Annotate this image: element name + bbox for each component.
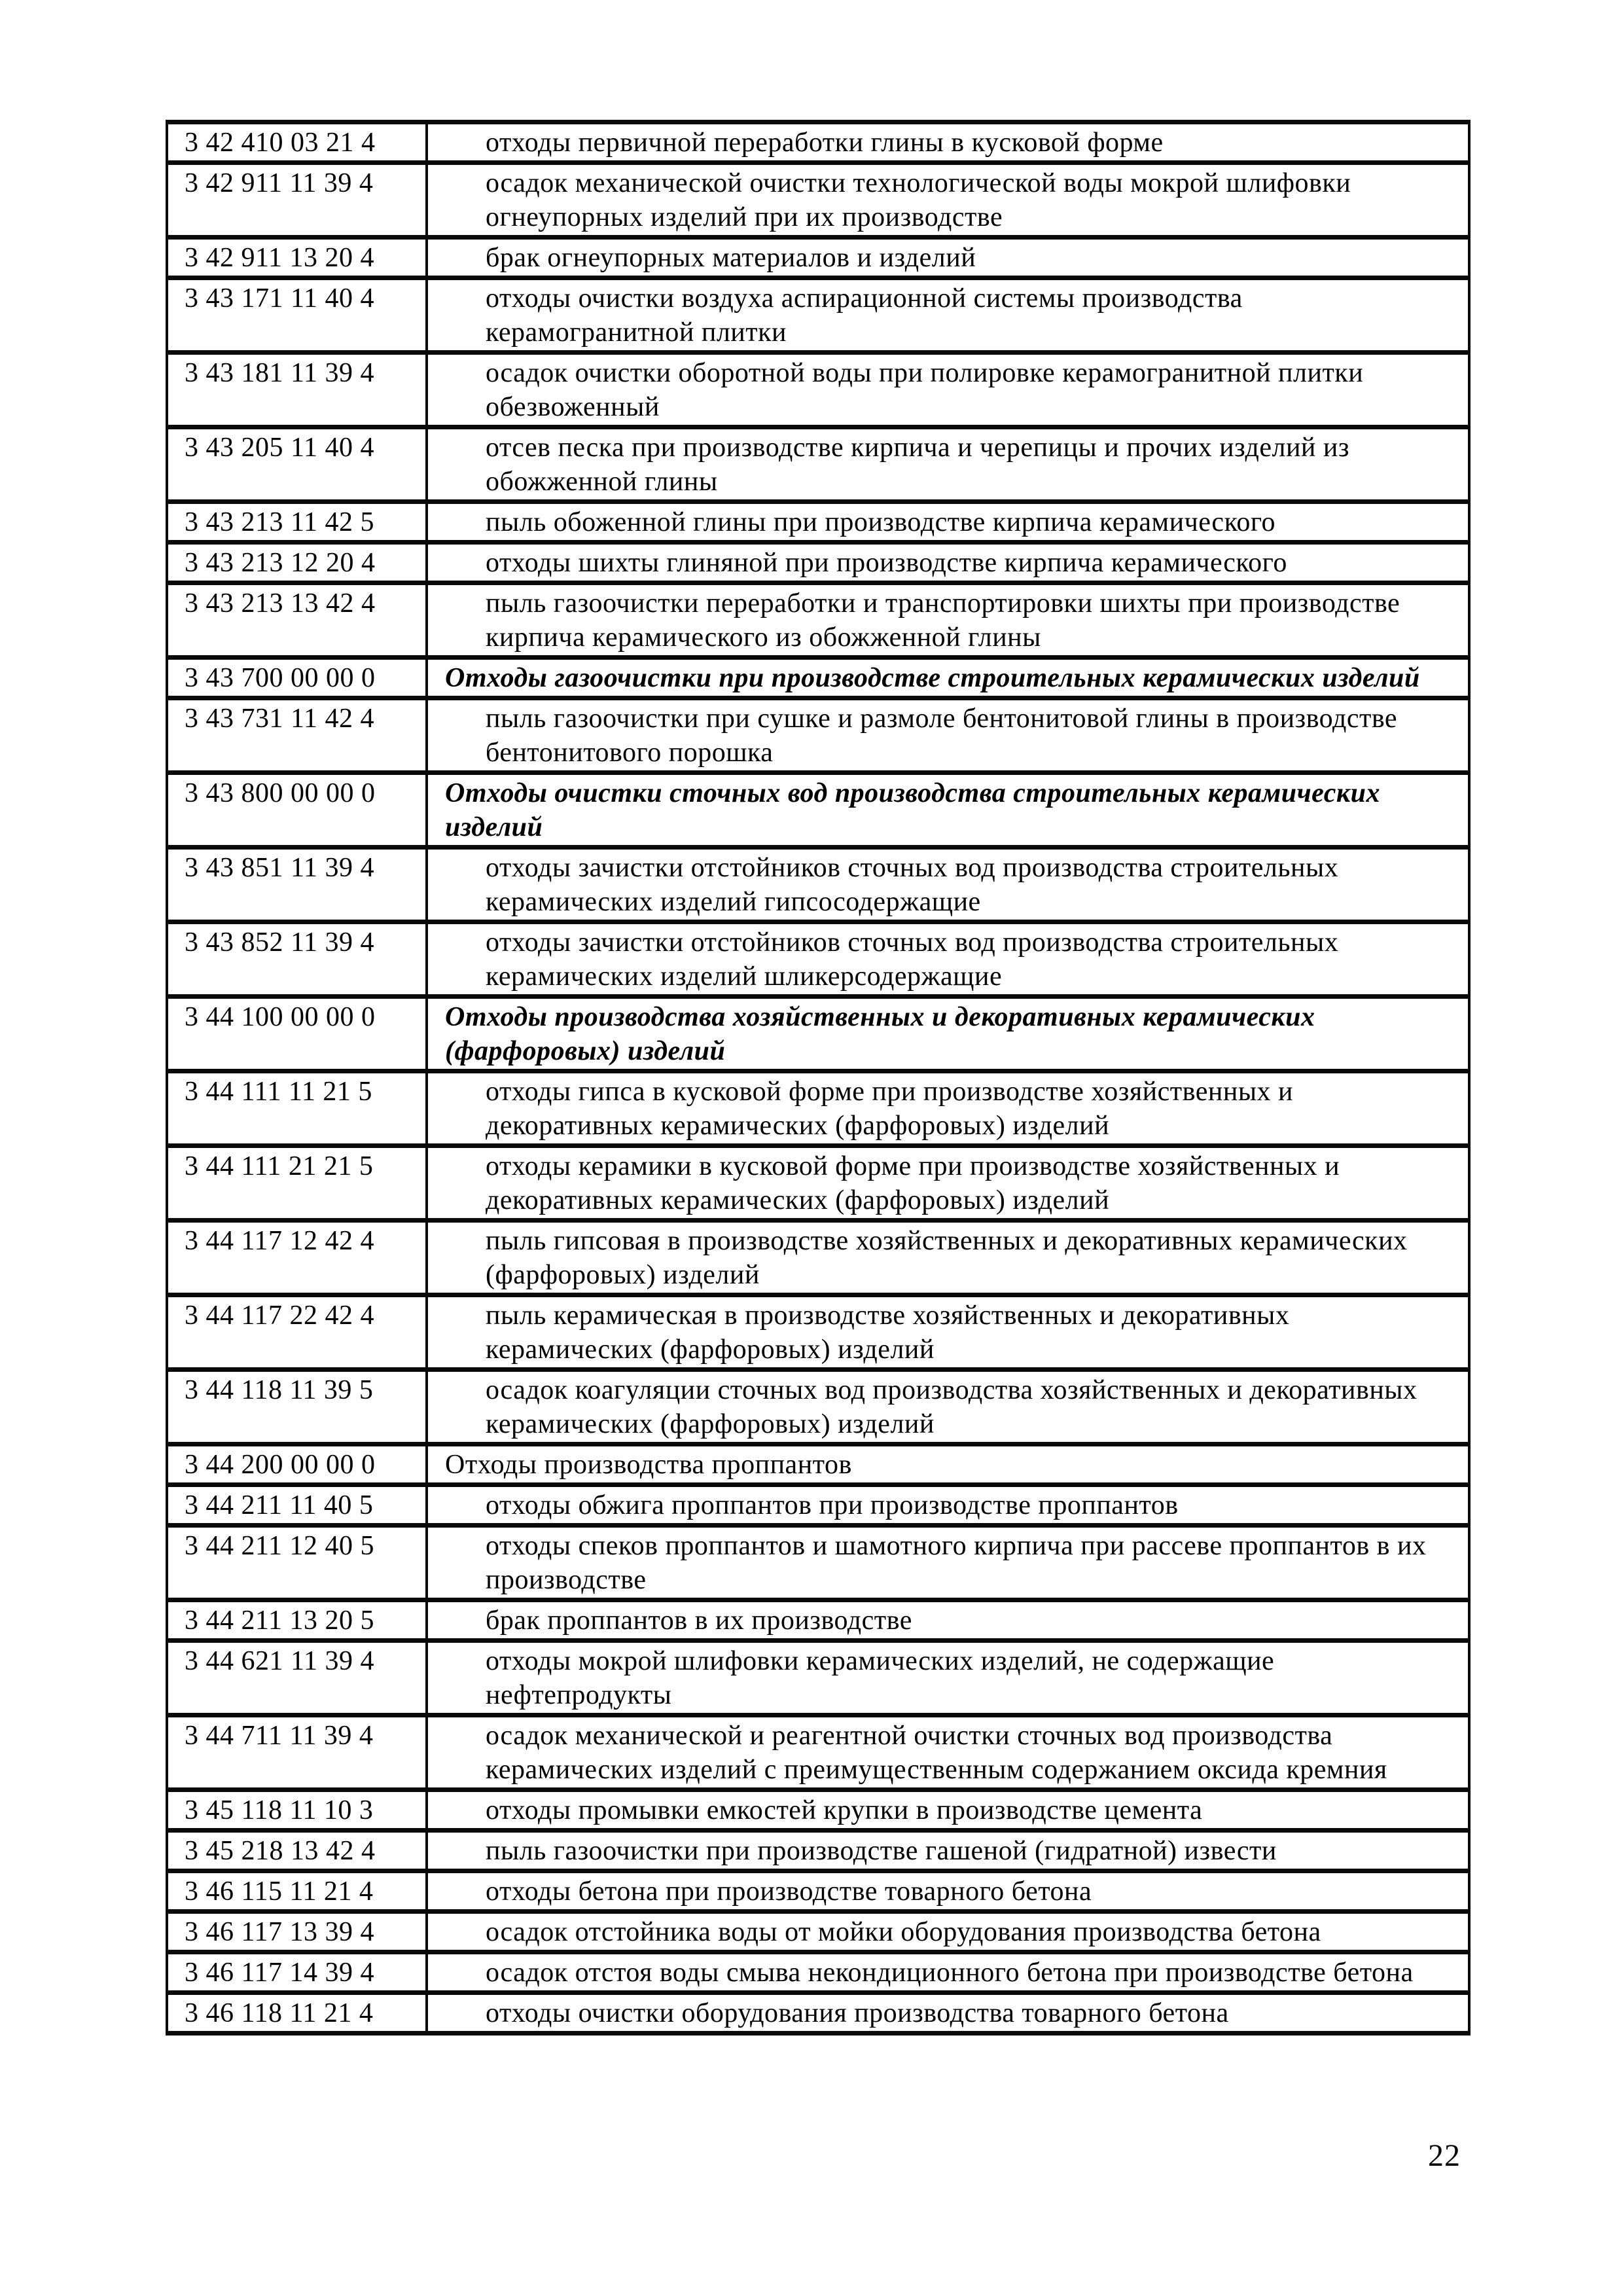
description-cell: осадок отстоя воды смыва некондиционного бетона при производстве бетона — [427, 1952, 1469, 1993]
code-cell: 3 46 117 14 39 4 — [167, 1952, 427, 1993]
table-row — [167, 1952, 1469, 1993]
table-row — [167, 1641, 1469, 1715]
code-cell: 3 44 200 00 00 0 — [167, 1444, 427, 1485]
table-row — [167, 1871, 1469, 1912]
description-cell: брак огнеупорных материалов и изделий — [427, 238, 1469, 278]
table-row — [167, 773, 1469, 848]
waste-table-body — [167, 122, 1469, 2034]
description-cell: отходы первичной переработки глины в кусковой форме — [427, 122, 1469, 163]
description-cell: пыль гипсовая в производстве хозяйственных и декоративных керамических (фарфоровых) изделий — [427, 1221, 1469, 1295]
table-row — [167, 1444, 1469, 1485]
table-row — [167, 427, 1469, 502]
code-cell: 3 43 205 11 40 4 — [167, 427, 427, 502]
description-cell: осадок механической и реагентной очистки сточных вод производства керамических изделий с преимущественным содержанием оксида кремния — [427, 1715, 1469, 1790]
table-row — [167, 353, 1469, 427]
page-number: 22 — [1428, 2138, 1461, 2173]
description-cell: отходы обжига проппантов при производстве проппантов — [427, 1485, 1469, 1526]
table-row — [167, 848, 1469, 922]
table-row — [167, 1600, 1469, 1641]
description-cell: пыль газоочистки при производстве гашеной (гидратной) извести — [427, 1831, 1469, 1871]
table-row — [167, 1790, 1469, 1831]
code-cell: 3 43 171 11 40 4 — [167, 278, 427, 353]
description-cell: осадок отстойника воды от мойки оборудования производства бетона — [427, 1912, 1469, 1952]
code-cell: 3 46 118 11 21 4 — [167, 1993, 427, 2034]
description-cell: отходы зачистки отстойников сточных вод производства строительных керамических изделий гипсосодержащие — [427, 848, 1469, 922]
table-row — [167, 1370, 1469, 1444]
description-cell: отходы зачистки отстойников сточных вод производства строительных керамических изделий шликерсодержащие — [427, 922, 1469, 997]
description-cell: отходы очистки оборудования производства товарного бетона — [427, 1993, 1469, 2034]
description-cell: отходы керамики в кусковой форме при производстве хозяйственных и декоративных керамических (фарфоровых) изделий — [427, 1146, 1469, 1221]
code-cell: 3 44 621 11 39 4 — [167, 1641, 427, 1715]
code-cell: 3 43 181 11 39 4 — [167, 353, 427, 427]
code-cell: 3 42 410 03 21 4 — [167, 122, 427, 163]
description-cell: Отходы газоочистки при производстве строительных керамических изделий — [427, 658, 1469, 698]
description-cell: Отходы производства хозяйственных и декоративных керамических (фарфоровых) изделий — [427, 997, 1469, 1071]
code-cell: 3 43 700 00 00 0 — [167, 658, 427, 698]
table-row — [167, 658, 1469, 698]
table-row — [167, 543, 1469, 583]
code-cell: 3 44 111 21 21 5 — [167, 1146, 427, 1221]
description-cell: отсев песка при производстве кирпича и черепицы и прочих изделий из обожженной глины — [427, 427, 1469, 502]
code-cell: 3 43 852 11 39 4 — [167, 922, 427, 997]
waste-code-table — [166, 120, 1471, 2036]
description-cell: осадок очистки оборотной воды при полировке керамогранитной плитки обезвоженный — [427, 353, 1469, 427]
code-cell: 3 43 851 11 39 4 — [167, 848, 427, 922]
table-row — [167, 1831, 1469, 1871]
description-cell: осадок механической очистки технологической воды мокрой шлифовки огнеупорных изделий при их производстве — [427, 163, 1469, 238]
description-cell: осадок коагуляции сточных вод производства хозяйственных и декоративных керамических (фарфоровых) изделий — [427, 1370, 1469, 1444]
description-cell: пыль обоженной глины при производстве кирпича керамического — [427, 502, 1469, 543]
description-cell: отходы гипса в кусковой форме при производстве хозяйственных и декоративных керамических (фарфоровых) изделий — [427, 1071, 1469, 1146]
table-row — [167, 698, 1469, 773]
code-cell: 3 44 111 11 21 5 — [167, 1071, 427, 1146]
description-cell: пыль керамическая в производстве хозяйственных и декоративных керамических (фарфоровых) изделий — [427, 1295, 1469, 1370]
description-cell: отходы бетона при производстве товарного бетона — [427, 1871, 1469, 1912]
table-row — [167, 502, 1469, 543]
code-cell: 3 45 218 13 42 4 — [167, 1831, 427, 1871]
description-cell: отходы мокрой шлифовки керамических изделий, не содержащие нефтепродукты — [427, 1641, 1469, 1715]
table-row — [167, 1221, 1469, 1295]
table-row — [167, 922, 1469, 997]
code-cell: 3 43 800 00 00 0 — [167, 773, 427, 848]
table-row — [167, 1715, 1469, 1790]
code-cell: 3 44 117 22 42 4 — [167, 1295, 427, 1370]
description-cell: отходы промывки емкостей крупки в производстве цемента — [427, 1790, 1469, 1831]
table-row — [167, 1071, 1469, 1146]
table-row — [167, 122, 1469, 163]
table-row — [167, 238, 1469, 278]
table-row — [167, 278, 1469, 353]
table-row — [167, 997, 1469, 1071]
table-row — [167, 1485, 1469, 1526]
description-cell: Отходы очистки сточных вод производства строительных керамических изделий — [427, 773, 1469, 848]
table-row — [167, 583, 1469, 658]
code-cell: 3 43 731 11 42 4 — [167, 698, 427, 773]
code-cell: 3 43 213 12 20 4 — [167, 543, 427, 583]
code-cell: 3 44 118 11 39 5 — [167, 1370, 427, 1444]
table-row — [167, 1526, 1469, 1600]
code-cell: 3 43 213 13 42 4 — [167, 583, 427, 658]
code-cell: 3 46 117 13 39 4 — [167, 1912, 427, 1952]
table-row — [167, 1146, 1469, 1221]
description-cell: отходы спеков проппантов и шамотного кирпича при рассеве проппантов в их производстве — [427, 1526, 1469, 1600]
table-row — [167, 1912, 1469, 1952]
code-cell: 3 44 211 13 20 5 — [167, 1600, 427, 1641]
code-cell: 3 45 118 11 10 3 — [167, 1790, 427, 1831]
description-cell: брак проппантов в их производстве — [427, 1600, 1469, 1641]
description-cell: отходы шихты глиняной при производстве кирпича керамического — [427, 543, 1469, 583]
code-cell: 3 44 711 11 39 4 — [167, 1715, 427, 1790]
description-cell: отходы очистки воздуха аспирационной системы производства керамогранитной плитки — [427, 278, 1469, 353]
code-cell: 3 46 115 11 21 4 — [167, 1871, 427, 1912]
table-row — [167, 1993, 1469, 2034]
code-cell: 3 44 100 00 00 0 — [167, 997, 427, 1071]
description-cell: Отходы производства проппантов — [427, 1444, 1469, 1485]
code-cell: 3 43 213 11 42 5 — [167, 502, 427, 543]
code-cell: 3 44 117 12 42 4 — [167, 1221, 427, 1295]
code-cell: 3 44 211 11 40 5 — [167, 1485, 427, 1526]
code-cell: 3 42 911 11 39 4 — [167, 163, 427, 238]
description-cell: пыль газоочистки переработки и транспортировки шихты при производстве кирпича керамического из обожженной глины — [427, 583, 1469, 658]
description-cell: пыль газоочистки при сушке и размоле бентонитовой глины в производстве бентонитового порошка — [427, 698, 1469, 773]
table-row — [167, 163, 1469, 238]
table-row — [167, 1295, 1469, 1370]
code-cell: 3 42 911 13 20 4 — [167, 238, 427, 278]
code-cell: 3 44 211 12 40 5 — [167, 1526, 427, 1600]
